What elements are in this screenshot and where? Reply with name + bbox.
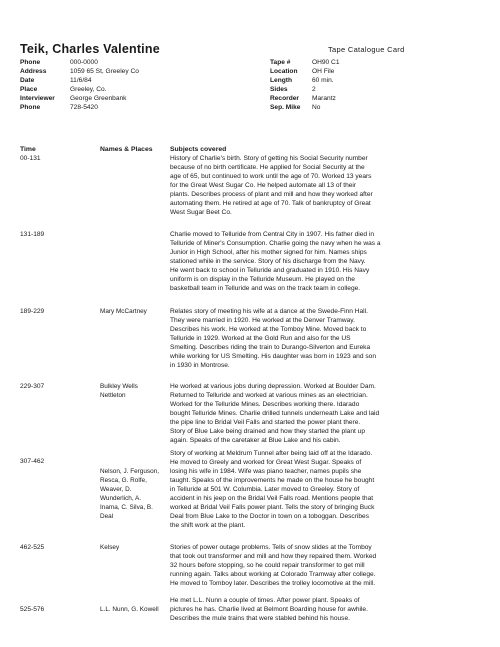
meta-value: OH File — [312, 68, 335, 75]
subject-line: the pipe line to Bridal Veil Falls and started the power plant there. — [170, 419, 361, 426]
subject-line: the shift work at the plant. — [170, 522, 246, 529]
subject-line: Worked for the Telluride Mines. Describes working there. Idarado — [170, 401, 360, 408]
subject-line: Story of Blue Lake being drained and how they started the plant up — [170, 428, 366, 435]
entry-names — [100, 307, 164, 316]
name-line: Mary McCartney — [100, 308, 147, 315]
column-header-names: Names & Places — [100, 146, 153, 153]
name-line: Bulkley Wells — [100, 383, 138, 390]
name-line: Deal — [100, 513, 114, 520]
subject-line: Charlie moved to Telluride from Central City in 1907. His father died in — [170, 231, 375, 238]
subject-line: age of 65, but continued to work until the age of 70. Worked 13 years — [170, 173, 372, 180]
card-title: Tape Catalogue Card — [328, 45, 405, 54]
meta-value: OH90 C1 — [312, 59, 340, 66]
meta-value: 60 min. — [312, 77, 334, 84]
meta-value: George Greenbank — [70, 95, 127, 102]
subject-line: History of Charlie's birth. Story of getting his Social Security number — [170, 155, 368, 162]
meta-label: Date — [20, 77, 35, 84]
meta-label: Sep. Mike — [270, 104, 301, 111]
meta-value: 2 — [312, 86, 316, 93]
meta-label: Address — [20, 68, 47, 75]
subject-line: stationed while in the service. Story of his discharge from the Navy. — [170, 258, 366, 265]
subject-line: Describes the mule trains that were stabled behind his house. — [170, 615, 350, 622]
subject-line: automating them. He retired at age of 70. Talk of bankruptcy of Great — [170, 200, 371, 207]
meta-row-tape-number — [270, 58, 480, 67]
entry-time: 229-307 — [20, 383, 45, 390]
meta-value: Marantz — [312, 95, 336, 102]
entry-time: 00-131 — [20, 155, 41, 162]
subject-line: Story of working at Meldrum Tunnel after being laid off at the Idarado. — [170, 450, 373, 457]
entry-subjects — [170, 543, 484, 588]
entry-subjects — [170, 307, 484, 370]
subject-line: losing his wife in 1984. Wife was piano teacher, names pupils she — [170, 468, 362, 475]
entry-subjects — [170, 449, 484, 530]
name-line: Nelson, J. Ferguson, — [100, 468, 159, 475]
subject-line: Deal from Blue Lake to the Doctor in town on a toboggan. Describes — [170, 513, 370, 520]
subject-line: taught. Speaks of the improvements he made on the house he bought — [170, 477, 375, 484]
subject-line: in 1930 in Montrose. — [170, 362, 230, 369]
interviewee-name: Teik, Charles Valentine — [20, 42, 160, 56]
subject-line: They were married in 1920. He worked at the Denver Tramway. — [170, 317, 355, 324]
subject-line: Junior in High School, after his mother signed for him. Names ships — [170, 249, 367, 256]
entry-subjects — [170, 230, 484, 293]
meta-value: No — [312, 104, 321, 111]
name-line: L.L. Nunn, G. Kowell — [100, 606, 159, 613]
meta-row-interviewer-phone — [20, 103, 290, 112]
subject-line: He moved to Greely and worked for Great West Sugar. Speaks of — [170, 459, 362, 466]
meta-label: Interviewer — [20, 95, 55, 102]
meta-row-date — [20, 76, 290, 85]
meta-row-interviewer — [20, 94, 290, 103]
meta-value: 000-0000 — [70, 59, 98, 66]
subject-line: running again. Talks about working at Colorado Tramway after college. — [170, 571, 376, 578]
subject-line: 32 hours before stopping, so he could repair transformer to get mill — [170, 562, 365, 569]
entry-subjects — [170, 154, 484, 217]
name-line: Wunderlich, A. — [100, 495, 142, 502]
meta-label: Tape # — [270, 59, 291, 66]
meta-label: Place — [20, 86, 38, 93]
meta-label: Phone — [20, 59, 41, 66]
name-line: Kelsey — [100, 544, 120, 551]
name-line: Weaver, D. — [100, 486, 132, 493]
subject-line: bought Telluride Mines. Charlie drilled tunnels underneath Lake and laid — [170, 410, 380, 417]
subject-line: He moved to Tomboy later. Describes the trolley locomotive at the mill. — [170, 580, 376, 587]
meta-row-length — [270, 76, 480, 85]
entry-time: 307-462 — [20, 458, 45, 465]
subject-line: accident in his jeep on the Bridal Veil Falls road. Mentions people that — [170, 495, 374, 502]
meta-value: 11/6/84 — [70, 77, 92, 84]
entry-subjects — [170, 382, 484, 445]
meta-value: 1059 65 St, Greeley Co — [70, 68, 139, 75]
entry-names — [100, 382, 164, 400]
entry-names — [100, 543, 164, 552]
subject-line: while working for US Smelting. His daughter was born in 1923 and son — [170, 353, 376, 360]
meta-row-place — [20, 85, 290, 94]
column-header-subjects: Subjects covered — [170, 146, 227, 153]
subject-line: pictures he has. Charlie lived at Belmont Boarding house for awhile. — [170, 606, 368, 613]
name-line: Inama, C. Silva, B. — [100, 504, 153, 511]
meta-row-phone — [20, 58, 290, 67]
entry-time: 131-189 — [20, 231, 45, 238]
subject-line: Stories of power outage problems. Tells of snow slides at the Tomboy — [170, 544, 372, 551]
subject-line: He met L.L. Nunn a couple of times. After power plant. Speaks of — [170, 597, 360, 604]
subject-line: Telluride of Miner's Consumption. Charlie going the navy when he was a — [170, 240, 381, 247]
subject-line: that took out transformer and mill and how they repaired them. Worked — [170, 553, 377, 560]
meta-row-address — [20, 67, 290, 76]
meta-label: Length — [270, 77, 292, 84]
entry-time: 525-576 — [20, 606, 45, 613]
subject-line: again. Speaks of the caretaker at Blue Lake and his cabin. — [170, 437, 341, 444]
subject-line: uniform is on display in the Telluride Museum. He played on the — [170, 276, 355, 283]
subject-line: plants. Describes process of plant and mill and how they worked after — [170, 191, 373, 198]
subject-line: because of no birth certificate. He applied for Social Security at the — [170, 164, 365, 171]
entry-subjects — [170, 596, 484, 623]
subject-line: Returned to Telluride and worked at various mines as an electrician. — [170, 392, 368, 399]
meta-value: Greeley, Co. — [70, 86, 107, 93]
subject-line: He worked at various jobs during depression. Worked at Boulder Dam. — [170, 383, 376, 390]
subject-line: Relates story of meeting his wife at a dance at the Swede-Finn Hall. — [170, 308, 368, 315]
subject-line: in Telluride at 501 W. Columbia. Later moved to Greeley. Story of — [170, 486, 360, 493]
name-line: Nettleton — [100, 392, 126, 399]
subject-line: for the Great West Sugar Co. He helped automate all 13 of their — [170, 182, 357, 189]
entry-time: 462-525 — [20, 544, 45, 551]
interview-details — [20, 58, 290, 112]
name-line: Resca, G. Rolfe, — [100, 477, 147, 484]
subject-line: Telluride in 1929. Worked at the Gold Run and also for the US — [170, 335, 351, 342]
subject-line: West Sugar Beet Co. — [170, 209, 232, 216]
subject-line: Describes his work. He worked at the Tomboy Mine. Moved back to — [170, 326, 367, 333]
tape-details — [270, 58, 480, 112]
meta-label: Recorder — [270, 95, 299, 102]
meta-label: Phone — [20, 104, 41, 111]
subject-line: Smelting. Describes riding the train to Durango-Silverton and Eureka — [170, 344, 371, 351]
entry-time: 189-229 — [20, 308, 45, 315]
meta-row-recorder — [270, 94, 480, 103]
subject-line: worked at Bridal Veil Falls power plant. Tells the story of bringing Buck — [170, 504, 375, 511]
entry-names — [100, 467, 164, 521]
meta-row-location — [270, 67, 480, 76]
meta-row-sides — [270, 85, 480, 94]
subject-line: He went back to school in Telluride and graduated in 1910. His Navy — [170, 267, 370, 274]
column-header-time: Time — [20, 146, 36, 153]
meta-row-sep-mike — [270, 103, 480, 112]
meta-label: Location — [270, 68, 298, 75]
meta-value: 728-5420 — [70, 104, 98, 111]
meta-label: Sides — [270, 86, 288, 93]
entry-names — [100, 605, 164, 614]
subject-line: basketball team in Telluride and was on the track team in college. — [170, 285, 361, 292]
